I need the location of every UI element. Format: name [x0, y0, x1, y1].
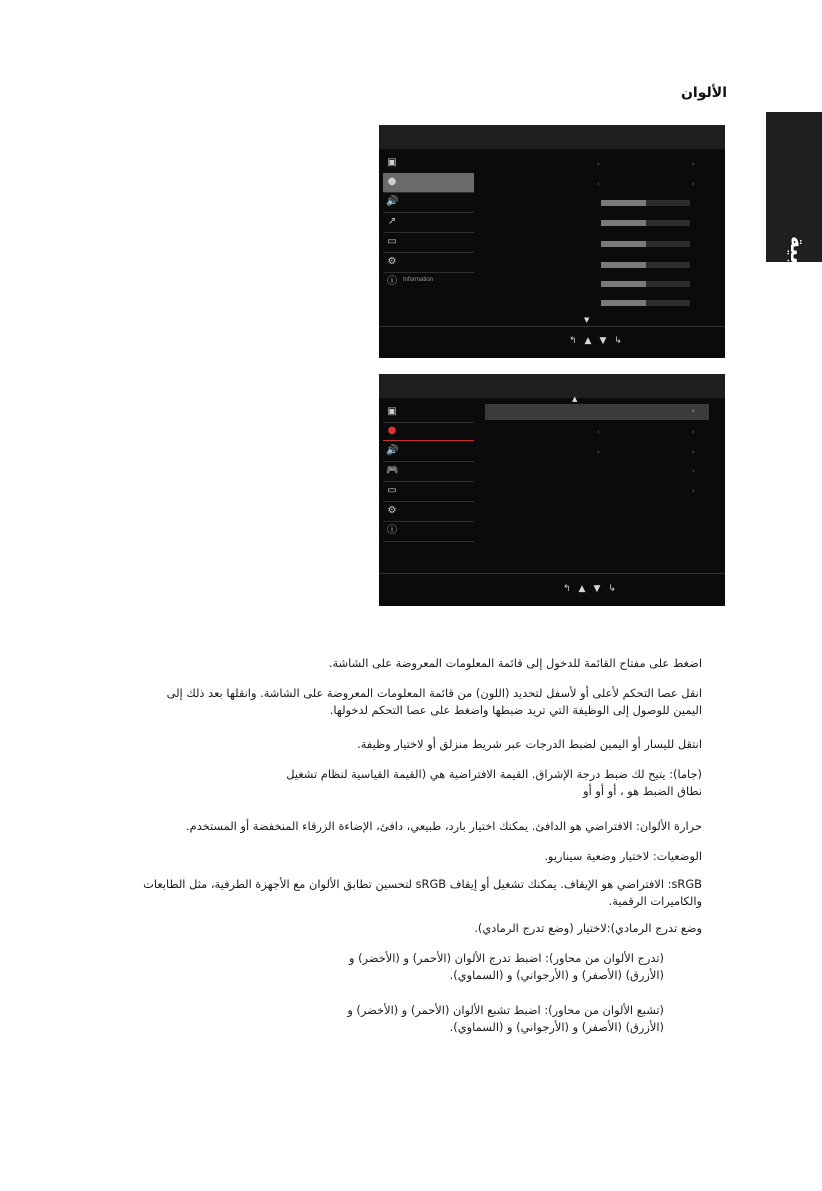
speaker-icon: 🔊: [386, 445, 399, 456]
screen-icon: ▭: [387, 485, 397, 496]
instruction-step-2: انقل عصا التحكم لأعلى أو لأسفل لتحديد (اللون) من قائمة المعلومات المعروضة على الشاشة. وانقلها بعد ذلك إلى اليمين للوصول إلى الوظيفة التي تريد ضبطها واضغط على عصا التحكم لدخولها.: [166, 686, 702, 717]
osd-menu-performance: [383, 213, 474, 233]
color-icon: ●: [387, 425, 397, 436]
trend-icon: ↗: [387, 216, 397, 227]
right-arrow-icon: ›: [692, 467, 695, 475]
gear-icon: ⚙: [387, 505, 397, 516]
osd-slider: [601, 200, 690, 206]
info-icon: ⓘ: [387, 525, 397, 536]
language-side-tab: العربية: [766, 112, 822, 262]
color-icon: ●: [387, 176, 397, 187]
screen-icon: ▭: [387, 236, 397, 247]
left-arrow-icon: ‹: [597, 428, 600, 436]
picture-icon: ▣: [387, 406, 397, 417]
right-arrow-icon: ›: [692, 407, 695, 415]
hue-description: (تدرج الألوان من محاور): اضبط تدرج الألوان (الأحمر) و (الأخضر) و (الأزرق) (الأصفر) و (الأرجواني) و (السماوي).: [348, 951, 664, 982]
osd-menu-information: ⓘ Information: [387, 276, 434, 287]
right-arrow-icon: ›: [692, 487, 695, 495]
modes-description: الوضعيات: لاختيار وضعية سيناريو.: [544, 849, 702, 863]
right-arrow-icon: ›: [692, 180, 695, 188]
scroll-down-icon: ▼: [584, 316, 590, 324]
osd-slider: [601, 241, 690, 247]
osd-slider: [601, 281, 690, 287]
info-icon: ⓘ: [387, 276, 397, 287]
osd-slider: [601, 300, 690, 306]
osd-menu-osd: [383, 233, 474, 253]
osd-menu-osd: [383, 482, 474, 502]
osd-menu-color: [383, 173, 474, 193]
instruction-step-3: انتقل لليسار أو اليمين لضبط الدرجات عبر شريط منزلق أو لاختيار وظيفة.: [357, 737, 702, 751]
gear-icon: ⚙: [387, 256, 397, 267]
right-arrow-icon: ›: [692, 428, 695, 436]
left-arrow-icon: ‹: [597, 448, 600, 456]
osd-menu-audio: [383, 442, 474, 462]
page-title: الألوان: [680, 85, 727, 101]
right-arrow-icon: ›: [692, 448, 695, 456]
scroll-up-icon: ▲: [572, 395, 578, 403]
osd-screenshot-color-submenu: [379, 374, 725, 606]
osd-menu-picture: [383, 154, 474, 174]
gamma-description: (جاما): يتيح لك ضبط درجة الإشراق. القيمة الافتراضية هي (القيمة القياسية لنظام تشغيل نطاق الضبط هو ، أو أو أو: [286, 767, 702, 798]
gamepad-icon: 🎮: [386, 465, 399, 476]
grayscale-description: وضع تدرج الرمادي):لاختيار (وضع تدرج الرمادي).: [474, 921, 702, 935]
osd-menu-audio: [383, 193, 474, 213]
right-arrow-icon: ›: [692, 160, 695, 168]
color-temp-description: حرارة الألوان: الافتراضي هو الدافئ. يمكنك اختيار بارد، طبيعي، دافئ، الإضاءة الزرقاء المنخفضة أو المستخدم.: [186, 819, 702, 833]
osd-header-bar: [379, 374, 725, 398]
osd-menu-picture: [383, 403, 474, 423]
osd-highlighted-row: [485, 404, 709, 420]
osd-menu-system: [383, 502, 474, 522]
speaker-icon: 🔊: [386, 196, 399, 207]
osd-navigation-hints: ↰▲▼↳: [569, 336, 630, 346]
srgb-description: sRGB: الافتراضي هو الإيقاف. يمكنك تشغيل أو إيقاف sRGB لتحسين تطابق الألوان مع الأجهزة الطرفية، مثل الطابعات والكاميرات الرقمية.: [143, 877, 702, 908]
osd-menu-system: [383, 253, 474, 273]
osd-slider: [601, 220, 690, 226]
osd-header-bar: [379, 125, 725, 149]
left-arrow-icon: ‹: [597, 160, 600, 168]
osd-screenshot-color-menu: [379, 125, 725, 358]
osd-menu-color: [383, 422, 474, 441]
left-arrow-icon: ‹: [597, 180, 600, 188]
osd-divider: [379, 326, 725, 327]
osd-menu-information: [383, 522, 474, 542]
osd-slider: [601, 262, 690, 268]
osd-navigation-hints: ↰▲▼↳: [563, 584, 624, 594]
saturation-description: (تشبع الألوان من محاور): اضبط تشبع الألوان (الأحمر) و (الأخضر) و (الأزرق) (الأصفر) و (الأرجواني) و (السماوي).: [347, 1003, 664, 1034]
osd-divider: [379, 573, 725, 574]
picture-icon: ▣: [387, 157, 397, 168]
osd-menu-gaming: [383, 462, 474, 482]
selection-underline: [383, 440, 474, 441]
instruction-step-1: اضغط على مفتاح القائمة للدخول إلى قائمة المعلومات المعروضة على الشاشة.: [328, 656, 702, 670]
